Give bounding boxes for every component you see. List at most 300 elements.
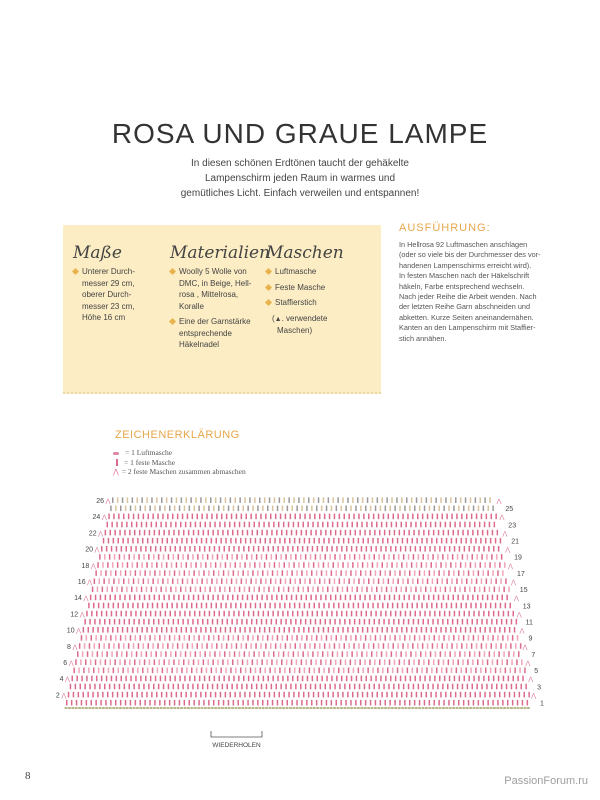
stitch-mark — [301, 530, 303, 536]
stitch-mark — [468, 570, 470, 576]
stitch-mark — [338, 603, 340, 609]
stitch-mark — [168, 619, 170, 625]
stitch-mark — [127, 603, 129, 609]
stitch-mark — [163, 684, 165, 690]
row-number-right: 5 — [534, 668, 539, 676]
stitch-mark — [99, 684, 101, 690]
stitch-mark — [483, 676, 485, 682]
stitch-mark — [107, 587, 109, 593]
stitch-mark — [475, 562, 477, 568]
stitch-mark — [111, 651, 113, 657]
stitch-mark — [189, 570, 191, 576]
stitch-mark — [225, 603, 227, 609]
stitch-mark — [365, 506, 367, 512]
stitch-mark — [416, 603, 418, 609]
stitch-mark — [265, 603, 267, 609]
stitch-mark — [260, 578, 262, 584]
stitch-mark — [431, 603, 433, 609]
stitch-mark — [162, 578, 164, 584]
stitch-mark — [505, 603, 507, 609]
stitch-mark — [83, 668, 85, 674]
stitch-mark — [86, 700, 88, 706]
stitch-mark — [470, 692, 472, 698]
masse-line: oberer Durch- — [82, 290, 132, 299]
stitch-mark — [277, 676, 279, 682]
stitch-mark — [322, 522, 324, 528]
stitch-mark — [277, 546, 279, 552]
stitch-mark — [208, 659, 210, 665]
row-number-right: 9 — [528, 635, 533, 643]
stitch-mark — [290, 619, 292, 625]
stitch-mark — [453, 700, 455, 706]
stitch-mark — [314, 514, 316, 520]
stitch-mark — [109, 619, 111, 625]
stitch-mark — [261, 659, 263, 665]
chain-stitch-mark — [411, 707, 414, 709]
stitch-mark — [484, 497, 486, 503]
stitch-mark — [327, 651, 329, 657]
stitch-mark — [173, 530, 175, 536]
stitch-mark — [425, 651, 427, 657]
stitch-mark — [421, 538, 423, 544]
stitch-mark — [328, 627, 330, 633]
stitch-mark — [448, 595, 450, 601]
stitch-mark — [283, 651, 285, 657]
stitch-mark — [208, 595, 210, 601]
stitch-mark — [486, 554, 488, 560]
stitch-mark — [400, 676, 402, 682]
stitch-mark — [470, 538, 472, 544]
stitch-mark — [144, 700, 146, 706]
stitch-mark — [84, 684, 86, 690]
stitch-mark — [212, 595, 214, 601]
stitch-mark — [255, 538, 257, 544]
stitch-mark — [120, 635, 122, 641]
stitch-mark — [456, 578, 458, 584]
stitch-mark — [446, 538, 448, 544]
stitch-mark — [398, 554, 400, 560]
stitch-mark — [296, 506, 298, 512]
stitch-mark — [320, 659, 322, 665]
stitch-mark — [133, 684, 135, 690]
stitch-mark — [369, 659, 371, 665]
stitch-mark — [186, 497, 188, 503]
stitch-mark — [250, 603, 252, 609]
chain-stitch-mark — [156, 707, 159, 709]
stitch-mark — [186, 538, 188, 544]
stitch-mark — [263, 522, 265, 528]
stitch-mark — [93, 668, 95, 674]
stitch-mark — [217, 619, 219, 625]
stitch-mark — [472, 619, 474, 625]
stitch-mark — [330, 595, 332, 601]
stitch-mark — [477, 530, 479, 536]
stitch-mark — [348, 514, 350, 520]
stitch-mark — [378, 684, 380, 690]
stitch-mark — [181, 603, 183, 609]
stitch-mark — [403, 619, 405, 625]
stitch-mark — [241, 554, 243, 560]
stitch-mark — [352, 522, 354, 528]
stitch-mark — [323, 538, 325, 544]
stitch-mark — [118, 643, 120, 649]
stitch-mark — [334, 554, 336, 560]
stitch-mark — [210, 562, 212, 568]
stitch-mark — [365, 635, 367, 641]
stitch-mark — [509, 692, 511, 698]
stitch-mark — [97, 627, 99, 633]
stitch-mark — [120, 506, 122, 512]
stitch-mark — [320, 554, 322, 560]
stitch-mark — [253, 611, 255, 617]
stitch-mark — [345, 530, 347, 536]
stitch-mark — [430, 651, 432, 657]
stitch-mark — [391, 497, 393, 503]
stitch-mark — [386, 651, 388, 657]
stitch-mark — [374, 659, 376, 665]
stitch-mark — [284, 603, 286, 609]
stitch-mark — [416, 562, 418, 568]
stitch-mark — [498, 546, 500, 552]
stitch-mark — [358, 643, 360, 649]
stitch-mark — [249, 497, 251, 503]
materialien-line: rosa , Mittelrosa, — [179, 290, 239, 299]
chain-stitch-mark — [68, 707, 71, 709]
stitch-mark — [303, 497, 305, 503]
stitch-mark — [358, 514, 360, 520]
stitch-mark — [312, 546, 314, 552]
stitch-mark — [236, 643, 238, 649]
stitch-mark — [165, 587, 167, 593]
stitch-mark — [239, 651, 241, 657]
stitch-mark — [478, 570, 480, 576]
stitch-mark — [498, 676, 500, 682]
stitch-mark — [333, 562, 335, 568]
decrease-mark: ⋀ — [105, 499, 111, 505]
stitch-mark — [134, 530, 136, 536]
stitch-mark — [388, 619, 390, 625]
stitch-mark — [472, 684, 474, 690]
stitch-mark — [513, 611, 515, 617]
chain-stitch-mark — [472, 707, 475, 709]
stitch-mark — [323, 562, 325, 568]
stitch-mark — [159, 530, 161, 536]
stitch-mark — [236, 578, 238, 584]
stitch-mark — [199, 676, 201, 682]
stitch-mark — [308, 627, 310, 633]
stitch-mark — [345, 570, 347, 576]
stitch-mark — [438, 659, 440, 665]
stitch-mark — [205, 522, 207, 528]
stitch-mark — [319, 643, 321, 649]
stitch-mark — [114, 659, 116, 665]
diamond-bullet-icon — [169, 268, 176, 275]
stitch-mark — [304, 538, 306, 544]
stitch-mark — [179, 546, 181, 552]
stitch-mark — [154, 700, 156, 706]
stitch-mark — [483, 635, 485, 641]
chain-stitch-mark — [207, 707, 210, 709]
stitch-mark — [427, 684, 429, 690]
stitch-mark — [149, 635, 151, 641]
stitch-mark — [105, 635, 107, 641]
stitch-mark — [284, 497, 286, 503]
stitch-mark — [492, 595, 494, 601]
stitch-mark — [456, 514, 458, 520]
stitch-mark — [103, 578, 105, 584]
stitch-mark — [331, 570, 333, 576]
stitch-mark — [331, 635, 333, 641]
stitch-mark — [253, 676, 255, 682]
stitch-mark — [91, 700, 93, 706]
stitch-mark — [370, 506, 372, 512]
stitch-mark — [455, 627, 457, 633]
stitch-mark — [200, 651, 202, 657]
stitch-mark — [214, 546, 216, 552]
chain-stitch-mark — [425, 707, 428, 709]
stitch-mark — [171, 692, 173, 698]
stitch-mark — [392, 603, 394, 609]
stitch-mark — [458, 635, 460, 641]
stitch-mark — [339, 578, 341, 584]
stitch-mark — [103, 668, 105, 674]
stitch-mark — [361, 611, 363, 617]
stitch-mark — [108, 603, 110, 609]
stitch-mark — [456, 538, 458, 544]
chain-stitch-mark — [299, 707, 302, 709]
stitch-mark — [285, 554, 287, 560]
stitch-mark — [467, 684, 469, 690]
stitch-mark — [105, 659, 107, 665]
stitch-mark — [288, 562, 290, 568]
materialien-heading: Materialien — [170, 243, 271, 263]
stitch-mark — [137, 497, 139, 503]
stitch-mark — [215, 692, 217, 698]
stitch-mark — [478, 676, 480, 682]
note-prefix: ( — [272, 313, 275, 323]
stitch-mark — [184, 676, 186, 682]
stitch-mark — [133, 514, 135, 520]
stitch-mark — [184, 635, 186, 641]
stitch-mark — [129, 530, 131, 536]
stitch-mark — [468, 676, 470, 682]
stitch-mark — [102, 692, 104, 698]
stitch-mark — [224, 651, 226, 657]
stitch-mark — [342, 587, 344, 593]
stitch-mark — [266, 554, 268, 560]
chain-row — [64, 707, 530, 709]
stitch-mark — [137, 627, 139, 633]
stitch-mark — [268, 546, 270, 552]
stitch-mark — [84, 643, 86, 649]
stitch-mark — [203, 700, 205, 706]
stitch-mark — [421, 692, 423, 698]
stitch-mark — [225, 538, 227, 544]
intro-line: gemütliches Licht. Einfach verweilen und entspannen! — [180, 188, 420, 199]
stitch-mark — [459, 587, 461, 593]
stitch-mark — [347, 692, 349, 698]
stitch-mark — [195, 562, 197, 568]
stitch-mark — [301, 700, 303, 706]
stitch-mark — [363, 538, 365, 544]
stitch-mark — [106, 546, 108, 552]
crochet-chart — [0, 495, 600, 765]
stitch-mark — [504, 692, 506, 698]
stitch-mark — [169, 506, 171, 512]
stitch-mark — [130, 676, 132, 682]
stitch-mark — [218, 570, 220, 576]
stitch-mark — [340, 700, 342, 706]
stitch-mark — [235, 562, 237, 568]
stitch-mark — [189, 676, 191, 682]
stitch-mark — [507, 635, 509, 641]
stitch-mark — [133, 619, 135, 625]
stitch-mark — [346, 546, 348, 552]
stitch-mark — [239, 692, 241, 698]
chart-row — [86, 611, 514, 617]
stitch-mark — [219, 587, 221, 593]
stitch-mark — [356, 676, 358, 682]
decrease-mark: ⋀ — [531, 693, 537, 700]
stitch-mark — [286, 595, 288, 601]
stitch-mark — [325, 595, 327, 601]
stitch-mark — [317, 522, 319, 528]
stitch-mark — [163, 554, 165, 560]
stitch-mark — [149, 530, 151, 536]
stitch-mark — [366, 587, 368, 593]
stitch-mark — [331, 700, 333, 706]
decrease-symbol-icon: ⋀ — [113, 468, 119, 476]
chart-row — [84, 619, 517, 625]
stitch-mark — [94, 643, 96, 649]
stitch-mark — [214, 651, 216, 657]
stitch-mark — [323, 627, 325, 633]
stitch-mark — [454, 611, 456, 617]
chain-stitch-mark — [129, 707, 132, 709]
stitch-mark — [181, 538, 183, 544]
stitch-mark — [394, 570, 396, 576]
chain-stitch-mark — [432, 707, 435, 709]
chain-stitch-mark — [357, 707, 360, 709]
stitch-mark — [182, 554, 184, 560]
stitch-mark — [386, 497, 388, 503]
stitch-mark — [167, 603, 169, 609]
stitch-mark — [238, 700, 240, 706]
stitch-mark — [187, 514, 189, 520]
stitch-mark — [312, 522, 314, 528]
stitch-mark — [494, 651, 496, 657]
stitch-mark — [462, 530, 464, 536]
stitch-mark — [480, 538, 482, 544]
stitch-mark — [471, 643, 473, 649]
stitch-mark — [362, 692, 364, 698]
chain-stitch-mark — [462, 707, 465, 709]
materialien-line: Koralle — [179, 301, 204, 311]
stitch-mark — [236, 554, 238, 560]
stitch-mark — [284, 562, 286, 568]
stitch-mark — [113, 514, 115, 520]
stitch-mark — [510, 603, 512, 609]
stitch-mark — [482, 530, 484, 536]
stitch-mark — [179, 506, 181, 512]
stitch-mark — [457, 659, 459, 665]
chain-stitch-mark — [221, 707, 224, 709]
stitch-mark — [298, 651, 300, 657]
stitch-mark — [181, 497, 183, 503]
stitch-mark — [252, 530, 254, 536]
stitch-mark — [332, 587, 334, 593]
stitch-mark — [362, 497, 364, 503]
stitch-mark — [246, 578, 248, 584]
stitch-mark — [328, 603, 330, 609]
chart-row — [70, 684, 527, 690]
stitch-mark — [115, 635, 117, 641]
stitch-mark — [109, 684, 111, 690]
stitch-mark — [168, 554, 170, 560]
stitch-mark — [377, 668, 379, 674]
stitch-mark — [508, 611, 510, 617]
stitch-mark — [141, 587, 143, 593]
stitch-mark — [367, 497, 369, 503]
stitch-mark — [137, 668, 139, 674]
stitch-mark — [292, 611, 294, 617]
stitch-mark — [434, 635, 436, 641]
stitch-mark — [404, 506, 406, 512]
stitch-mark — [298, 587, 300, 593]
stitch-mark — [501, 619, 503, 625]
stitch-mark — [387, 668, 389, 674]
stitch-mark — [227, 659, 229, 665]
stitch-mark — [231, 514, 233, 520]
stitch-mark — [415, 522, 417, 528]
stitch-mark — [104, 619, 106, 625]
diamond-bullet-icon — [265, 268, 272, 275]
stitch-mark — [203, 659, 205, 665]
stitch-mark — [330, 659, 332, 665]
chain-stitch-mark — [211, 707, 214, 709]
stitch-mark — [419, 700, 421, 706]
stitch-mark — [344, 643, 346, 649]
stitch-mark — [256, 554, 258, 560]
stitch-mark — [340, 530, 342, 536]
stitch-mark — [345, 659, 347, 665]
stitch-mark — [300, 684, 302, 690]
stitch-mark — [112, 497, 114, 503]
stitch-mark — [280, 514, 282, 520]
stitch-mark — [397, 578, 399, 584]
stitch-mark — [213, 506, 215, 512]
stitch-mark — [317, 611, 319, 617]
stitch-mark — [318, 692, 320, 698]
stitch-mark — [195, 497, 197, 503]
stitch-mark — [438, 570, 440, 576]
stitch-mark — [221, 643, 223, 649]
chart-row — [95, 570, 503, 576]
stitch-mark — [425, 587, 427, 593]
stitch-mark — [263, 676, 265, 682]
stitch-mark — [337, 587, 339, 593]
stitch-mark — [466, 578, 468, 584]
stitch-mark — [378, 578, 380, 584]
chain-stitch-mark — [360, 707, 363, 709]
stitch-mark — [381, 522, 383, 528]
materialien-line: entsprechende — [179, 328, 232, 338]
stitch-mark — [387, 603, 389, 609]
chain-stitch-mark — [489, 707, 492, 709]
stitch-mark — [227, 619, 229, 625]
stitch-mark — [141, 522, 143, 528]
stitch-mark — [393, 554, 395, 560]
